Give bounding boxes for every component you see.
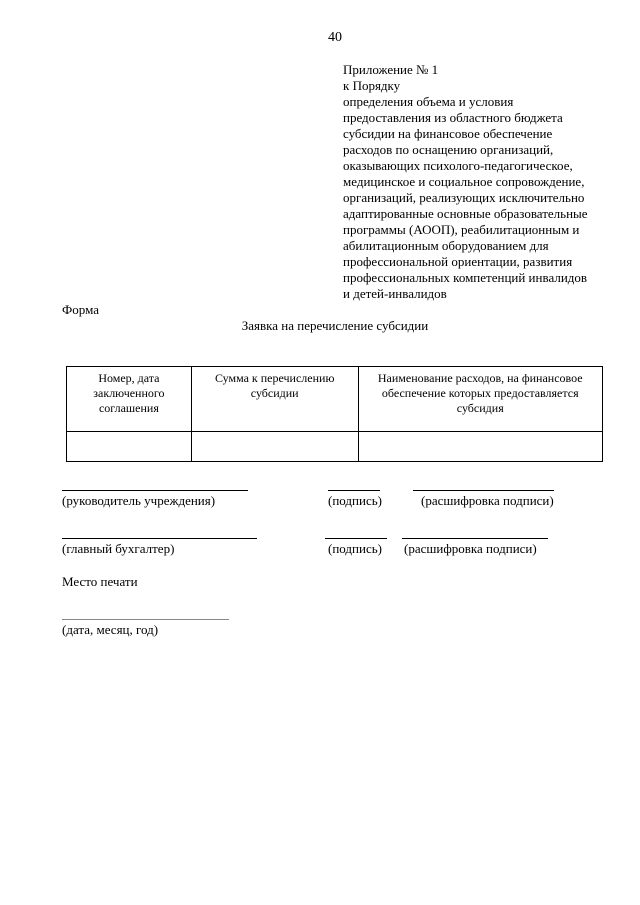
head-signature-line bbox=[62, 490, 248, 491]
document-title: Заявка на перечисление субсидии bbox=[241, 318, 429, 333]
accountant-signature-line bbox=[62, 538, 257, 539]
subsidy-request-table bbox=[66, 366, 603, 462]
appendix-line: определения объема и условия bbox=[343, 94, 514, 109]
accountant-label: (главный бухгалтер) bbox=[62, 541, 175, 556]
appendix-line: и детей-инвалидов bbox=[343, 286, 447, 301]
appendix-line: профессиональной ориентации, развития bbox=[343, 254, 573, 269]
appendix-line: оказывающих психолого-педагогическое, bbox=[343, 158, 573, 173]
appendix-line: к Порядку bbox=[343, 78, 401, 93]
table-header-row bbox=[67, 367, 603, 432]
head-label: (руководитель учреждения) bbox=[62, 493, 216, 508]
appendix-line: программы (АООП), реабилитационным и bbox=[343, 222, 580, 237]
appendix-block bbox=[343, 62, 628, 302]
cell-expense-name[interactable] bbox=[358, 432, 602, 462]
appendix-line: адаптированные основные образовательные bbox=[343, 206, 588, 221]
accountant-decoding-label: (расшифровка подписи) bbox=[404, 541, 537, 556]
accountant-sign-label: (подпись) bbox=[328, 541, 382, 556]
appendix-line: расходов по оснащению организаций, bbox=[343, 142, 554, 157]
appendix-line: субсидии на финансовое обеспечение bbox=[343, 126, 553, 141]
table-row bbox=[67, 432, 603, 462]
head-decoding-line bbox=[413, 490, 554, 491]
date-line bbox=[62, 619, 229, 620]
header-expense-name: Наименование расходов, на финансовое обеспечение которых предоставляется субсидия bbox=[358, 367, 602, 432]
date-label: (дата, месяц, год) bbox=[62, 622, 159, 637]
cell-subsidy-amount[interactable] bbox=[191, 432, 358, 462]
header-subsidy-amount: Сумма к перечислению субсидии bbox=[191, 367, 358, 432]
accountant-sign-line bbox=[325, 538, 387, 539]
accountant-decoding-line bbox=[402, 538, 548, 539]
appendix-line: организаций, реализующих исключительно bbox=[343, 190, 585, 205]
appendix-line: медицинское и социальное сопровождение, bbox=[343, 174, 585, 189]
head-decoding-label: (расшифровка подписи) bbox=[421, 493, 554, 508]
cell-agreement-number-date[interactable] bbox=[67, 432, 192, 462]
appendix-line: предоставления из областного бюджета bbox=[343, 110, 563, 125]
form-label: Форма bbox=[62, 302, 99, 317]
stamp-place: Место печати bbox=[62, 574, 138, 589]
header-agreement-number-date: Номер, дата заключенного соглашения bbox=[67, 367, 192, 432]
appendix-line: абилитационным оборудованием для bbox=[343, 238, 549, 253]
head-sign-line bbox=[328, 490, 380, 491]
page-number: 40 bbox=[328, 30, 342, 45]
appendix-line: профессиональных компетенций инвалидов bbox=[343, 270, 588, 285]
head-sign-label: (подпись) bbox=[328, 493, 382, 508]
appendix-line: Приложение № 1 bbox=[343, 62, 439, 77]
